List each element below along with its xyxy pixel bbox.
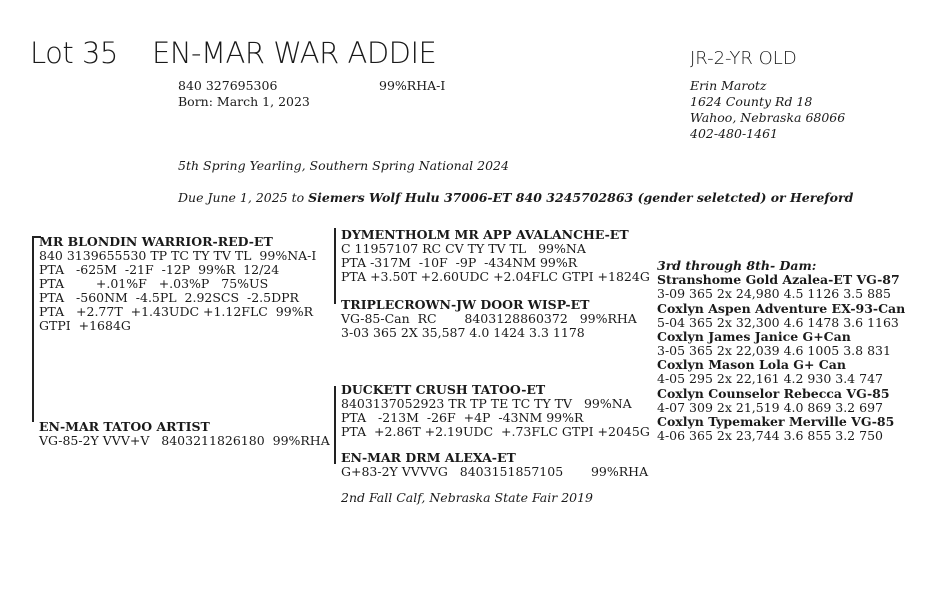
dam-sire-line: PTA -213M -26F +4P -43NM 99%R [341, 410, 584, 425]
lot-number: Lot 35 [30, 36, 118, 70]
dam-line: VG-85-2Y VVV+V 8403211826180 99%RHA [39, 433, 330, 448]
dam-dam-name: EN-MAR DRM ALEXA-ET [341, 450, 516, 465]
sire-line: PTA +.01%F +.03%P 75%US [39, 276, 269, 291]
sire-sire-line: C 11957107 RC CV TY TV TL 99%NA [341, 241, 586, 256]
due-date-line [178, 190, 853, 206]
registration-number: 840 327695306 [178, 78, 278, 93]
owner-phone: 402-480-1461 [690, 126, 778, 141]
sire-sire-line: PTA -317M -10F -9P -434NM 99%R [341, 255, 578, 270]
owner-city: Wahoo, Nebraska 68066 [690, 110, 846, 125]
show-record: 5th Spring Yearling, Southern Spring National 2024 [178, 158, 509, 173]
pedigree-line-sire [334, 228, 336, 304]
sire-line: PTA +2.77T +1.43UDC +1.12FLC 99%R [39, 304, 313, 319]
ancestor-dam-name: Stranshome Gold Azalea-ET VG-87 [657, 272, 900, 287]
sire-line: PTA -560NM -4.5PL 2.92SCS -2.5DPR [39, 290, 299, 305]
sire-dam-line: VG-85-Can RC 8403128860372 99%RHA [341, 311, 637, 326]
owner-name: Erin Marotz [690, 78, 767, 93]
sire-dam-name: TRIPLECROWN-JW DOOR WISP-ET [341, 297, 590, 312]
animal-name: EN-MAR WAR ADDIE [152, 36, 437, 70]
ancestor-dam-name: Coxlyn Counselor Rebecca VG-85 [657, 386, 890, 401]
sire-dam-line: 3-03 365 2X 35,587 4.0 1424 3.3 1178 [341, 325, 585, 340]
pedigree-line-gen1 [32, 236, 34, 422]
pedigree-line-dam [334, 386, 336, 464]
sire-line: PTA -625M -21F -12P 99%R 12/24 [39, 262, 280, 277]
dams-section-title: 3rd through 8th- Dam: [657, 258, 817, 273]
ancestor-dam-record: 5-04 365 2x 32,300 4.6 1478 3.6 1163 [657, 315, 899, 330]
class-label: JR-2-YR OLD [690, 48, 797, 69]
owner-address: 1624 County Rd 18 [690, 94, 813, 109]
ancestor-dam-record: 3-05 365 2x 22,039 4.6 1005 3.8 831 [657, 343, 891, 358]
dam-sire-name: DUCKETT CRUSH TATOO-ET [341, 382, 546, 397]
ancestor-dam-record: 4-07 309 2x 21,519 4.0 869 3.2 697 [657, 400, 883, 415]
ancestor-dam-name: Coxlyn James Janice G+Can [657, 329, 851, 344]
due-prefix: Due June 1, 2025 to [178, 190, 309, 205]
sire-sire-line: PTA +3.50T +2.60UDC +2.04FLC GTPI +1824G [341, 269, 650, 284]
ancestor-dam-record: 4-06 365 2x 23,744 3.6 855 3.2 750 [657, 428, 883, 443]
sire-name: MR BLONDIN WARRIOR-RED-ET [39, 234, 273, 249]
ancestor-dam-record: 4-05 295 2x 22,161 4.2 930 3.4 747 [657, 371, 883, 386]
ancestor-dam-record: 3-09 365 2x 24,980 4.5 1126 3.5 885 [657, 286, 891, 301]
ancestor-dam-name: Coxlyn Mason Lola G+ Can [657, 357, 846, 372]
birth-date: Born: March 1, 2023 [178, 94, 310, 109]
dam-dam-show-note: 2nd Fall Calf, Nebraska State Fair 2019 [341, 490, 594, 505]
dam-name: EN-MAR TATOO ARTIST [39, 419, 210, 434]
dam-sire-line: PTA +2.86T +2.19UDC +.73FLC GTPI +2045G [341, 424, 650, 439]
dam-sire-line: 8403137052923 TR TP TE TC TY TV 99%NA [341, 396, 632, 411]
due-service-sire: Siemers Wolf Hulu 37006-ET 840 3245702863 (gender seletcted) or Hereford [308, 190, 854, 205]
ancestor-dam-name: Coxlyn Aspen Adventure EX-93-Can [657, 301, 906, 316]
sire-sire-name: DYMENTHOLM MR APP AVALANCHE-ET [341, 227, 629, 242]
dam-dam-line: G+83-2Y VVVVG 8403151857105 99%RHA [341, 464, 649, 479]
ancestor-dam-name: Coxlyn Typemaker Merville VG-85 [657, 414, 895, 429]
rha-percent: 99%RHA-I [379, 78, 446, 93]
sire-line: GTPI +1684G [39, 318, 131, 333]
sire-line: 840 3139655530 TP TC TY TV TL 99%NA-I [39, 248, 317, 263]
